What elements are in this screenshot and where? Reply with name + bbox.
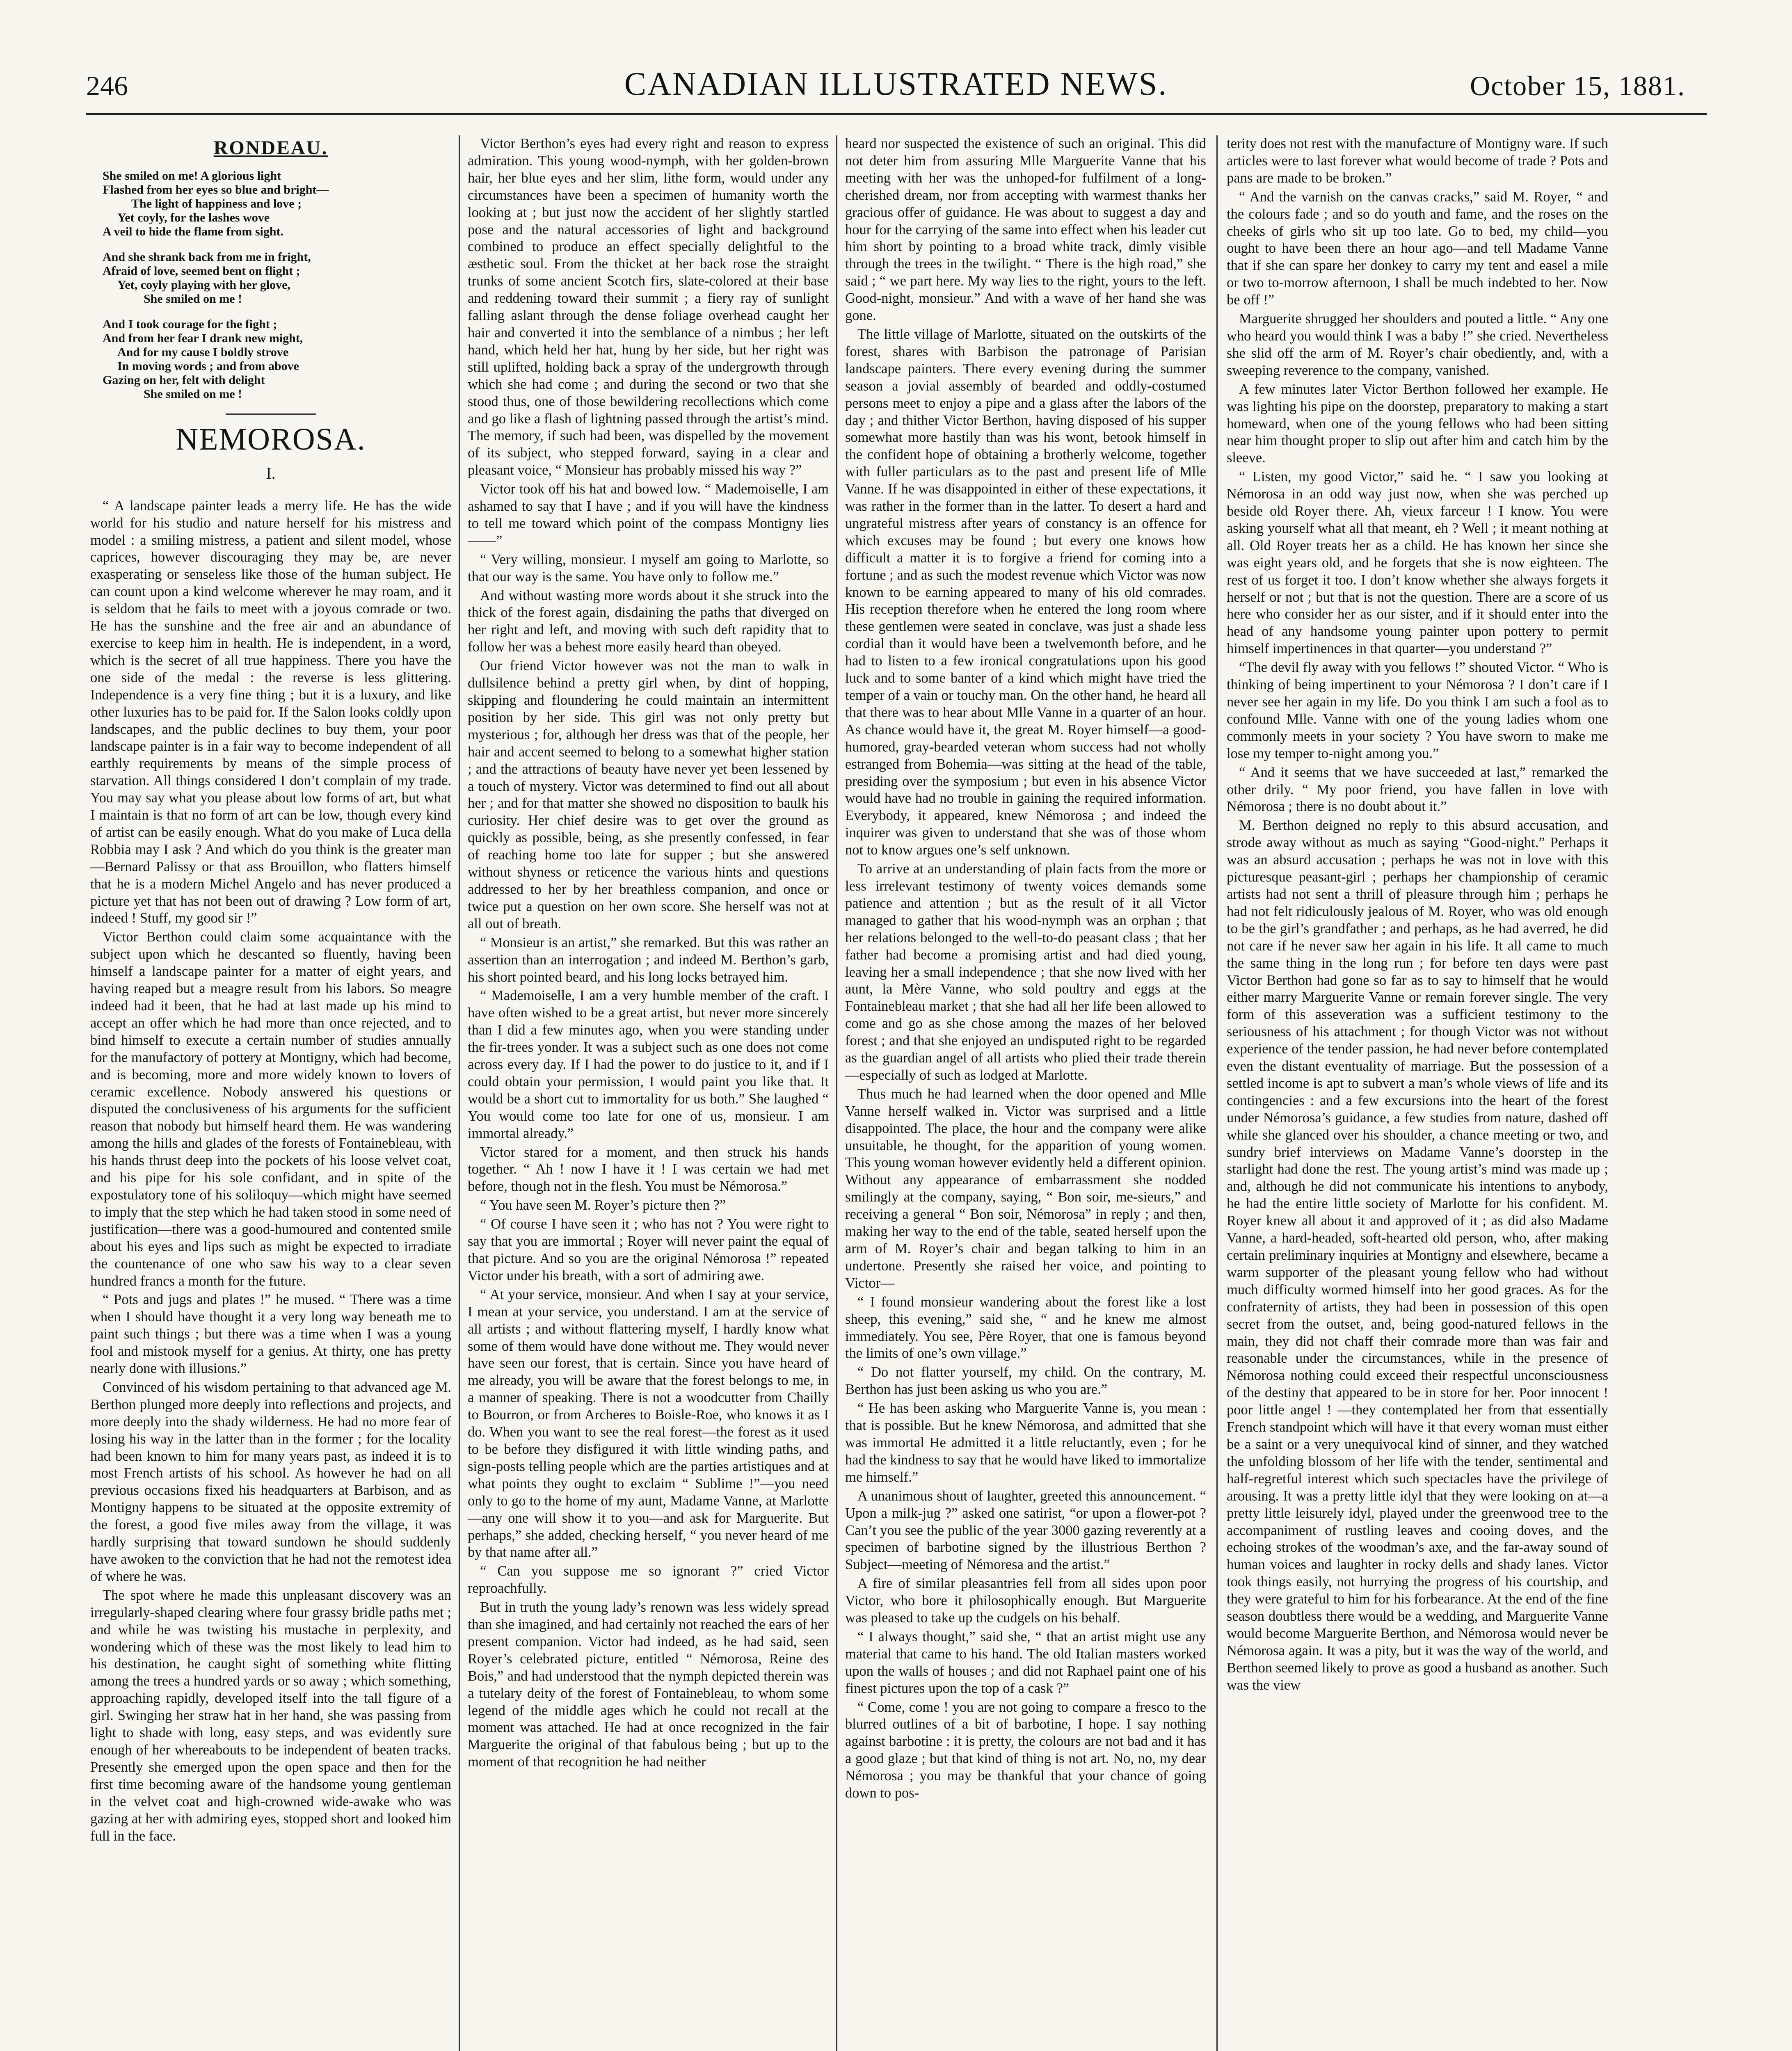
- publication-title: CANADIAN ILLUSTRATED NEWS.: [624, 66, 1168, 102]
- poem-line: A veil to hide the flame from sight.: [103, 224, 284, 238]
- paragraph: “ Come, come ! you are not going to compare a fresco to the blurred outlines of a bit of barbotine, I hope. I say nothing against barbotine : it is pretty, the colours are not bad and it has a good glaze ; but that kind of thing is not art. No, no, my dear Némorosa ; you may be thankful that your chance of going down to pos-: [845, 1699, 1206, 1801]
- poem-line: She smiled on me !: [144, 292, 242, 306]
- poem-stanza-2: [103, 250, 451, 306]
- poem-line: And for my cause I boldly strove: [117, 345, 289, 359]
- paragraph: “ Do not flatter yourself, my child. On the contrary, M. Berthon has just been asking us who you are.”: [845, 1364, 1206, 1398]
- paragraph: Victor Berthon could claim some acquaintance with the subject upon which he descanted so fluently, having been himself a landscape painter for a matter of eight years, and having reaped but a meagre result from his labors. So meagre indeed had it been, that he had at last made up his mind to accept an offer which he had more than once rejected, and to bind himself to execute a certain number of studies annually for the manufactory of pottery at Montigny, which had become, and is becoming, more and more widely known to lovers of ceramic excellence. Nobody answered his questions or disputed the conclusiveness of his arguments for the sufficient reason that nobody but himself heard them. He was wandering among the hills and glades of the forests of Fontainebleau, with his hands thrust deep into the pockets of his loose velvet coat, and his pipe for his sole confidant, and in spite of the expostulatory tone of his soliloquy—which might have seemed to imply that the step which he had taken stood in some need of justification—there was a good-humoured and contented smile about his eyes and lips such as might be expected to irradiate the countenance of one who saw his way to a clear seven hundred francs a month for the future.: [90, 929, 451, 1289]
- chapter-number: I.: [266, 464, 276, 482]
- paragraph: Victor took off his hat and bowed low. “ Mademoiselle, I am ashamed to say that I have ; and if you will have the kindness to tell me toward which point of the compass Montigny lies——”: [468, 481, 829, 548]
- poem-line: In moving words ; and from above: [117, 359, 299, 373]
- paragraph: “The devil fly away with you fellows !” shouted Victor. “ Who is thinking of being impertinent to your Némorosa ? I don’t care if I never see her again in my life. Do you think I am such a fool as to confound Mlle. Vanne with one of the young ladies whom one commonly meets in your society ? You have sworn to make me lose my temper to-night among you.”: [1227, 660, 1608, 761]
- paragraph: “ And it seems that we have succeeded at last,” remarked the other drily. “ My poor friend, you have fallen in love with Némorosa ; there is no doubt about it.”: [1227, 764, 1608, 815]
- page-number: 246: [86, 70, 128, 101]
- paragraph: terity does not rest with the manufacture of Montigny ware. If such articles were to last forever what would become of trade ? Pots and pans are made to be broken.”: [1227, 136, 1608, 186]
- paragraph: M. Berthon deigned no reply to this absurd accusation, and strode away without as much as saying “Good-night.” Perhaps it was an absurd accusation ; perhaps he was not in love with this picturesque peasant-girl ; perhaps her championship of ceramic artists had not sent a thrill of pleasure through him ; perhaps he had not felt ridiculously jealous of M. Royer, who was old enough to be the girl’s grandfather ; and perhaps, as he had averred, he did not care if he never saw her again in his life. It all came to much the same thing in the long run ; for before ten days were past Victor Berthon had gone so far as to say to himself that he would either marry Marguerite Vanne or remain forever single. The very form of this asseveration was a sufficient testimony to the seriousness of his attachment ; for though Victor was not without experience of the tender passion, he had never before contemplated even the distant eventuality of marriage. But the possession of a settled income is apt to subvert a man’s whole views of life and its contingencies : and a few excursions into the heart of the forest under Némorosa’s guidance, a few studies from nature, dashed off while she glanced over his shoulder, a chance meeting or two, and sundry brief interviews on Madame Vanne’s doorstep in the starlight had done the rest. The young artist’s mind was made up ; and, although he did not communicate his intentions to anybody, he had the entire little society of Marlotte for his confident. M. Royer knew all about it and approved of it ; as did also Madame Vanne, a hard-headed, soft-hearted old person, who, after making certain preliminary inquiries at Montigny and elsewhere, became a warm supporter of the pleasant young fellow who had without much difficulty wormed himself into her good graces. As for the confraternity of artists, they had been in possession of this open secret from the outset, and, being good-natured fellows in the main, they did not chaff their comrade more than was fair and reasonable under the circumstances, while in the presence of Némorosa nothing could exceed their respectful unconsciousness of the destiny that appeared to be in store for her. Poor innocent ! poor little angel ! —they contemplated her from that essentially French standpoint which will have it that every woman must either be a saint or a very unequivocal kind of sinner, and they watched the unfolding blossom of her life with the tender, sentimental and half-regretful interest which such spectacles have the privilege of arousing. It was a pretty little idyl that they were looking on at—a pretty little leisurely idyl, played under the greenwood tree to the accompaniment of rustling leaves and cooing doves, and the echoing strokes of the woodman’s axe, and the far-away sound of human voices and laughter in rocky dells and shady lanes. Victor took things easily, not hurrying the progress of his courtship, and they were grateful to him for his forbearance. At the end of the fine season doubtless there would be a wedding, and Marguerite Vanne would become Marguerite Berthon, and Némorosa would never be Némorosa again. It was a pity, but it was the way of the world, and Berthon seemed likely to prove as good a husband as another. Such was the view: [1227, 818, 1608, 1693]
- paragraph: To arrive at an understanding of plain facts from the more or less irrelevant testimony of twenty voices demands some patience and attention ; but as the result of it all Victor managed to gather that his wood-nymph was an orphan ; that her relations belonged to the well-to-do peasant class ; that her father had become a promising artist and had died young, leaving her a small independence ; that she now lived with her aunt, la Mère Vanne, who sold poultry and eggs at the Fontainebleau market ; that she had all her life been allowed to come and go as she chose among the mazes of her beloved forest ; and that she enjoyed an undisputed right to be regarded as the guardian angel of all artists who plied their trade therein—especially of such as lodged at Marlotte.: [845, 861, 1206, 1083]
- poem-stanza-1: [103, 169, 451, 239]
- paragraph: “ Monsieur is an artist,” she remarked. But this was rather an assertion than an interrogation ; and indeed M. Berthon’s garb, his short pointed beard, and his long locks betrayed him.: [468, 934, 829, 985]
- paragraph: Convinced of his wisdom pertaining to that advanced age M. Berthon plunged more deeply into reflections and projects, and more deeply into the shady wilderness. He had no more fear of losing his way in the latter than in the former ; for the locality had been known to him for many years past, as indeed it is to most French artists of his school. As however he had on all previous occasions fixed his headquarters at Barbison, and as Montigny happens to be situated at the opposite extremity of the forest, a good five miles away from the village, it was hardly surprising that toward sundown he should suddenly have awoken to the conviction that he had not the remotest idea of where he was.: [90, 1379, 451, 1584]
- paragraph: A few minutes later Victor Berthon followed her example. He was lighting his pipe on the doorstep, preparatory to making a start homeward, when one of the young fellows who had been sitting near him thought proper to slip out after him and catch him by the sleeve.: [1227, 381, 1608, 466]
- column-3: [845, 135, 1206, 2051]
- paragraph: “ I always thought,” said she, “ that an artist might use any material that came to his hand. The old Italian masters worked upon the walls of houses ; and did not Raphael paint one of his finest pictures upon the top of a cask ?”: [845, 1628, 1206, 1696]
- paragraph: But in truth the young lady’s renown was less widely spread than she imagined, and had certainly not reached the ears of her present companion. Victor had indeed, as he had said, seen Royer’s celebrated picture, entitled “ Némorosa, Reine des Bois,” and had understood that the nymph depicted therein was a tutelary deity of the forest of Fontainebleau, to whom some legend of the middle ages which he could not recall at the moment was attached. He had at once recognized in the fair Marguerite the original of that fabulous being ; but up to the moment of that recognition he had neither: [468, 1599, 829, 1770]
- paragraph: Victor stared for a moment, and then struck his hands together. “ Ah ! now I have it ! I was certain we had met before, though not in the flesh. You must be Némorosa.”: [468, 1144, 829, 1195]
- paragraph: “ You have seen M. Royer’s picture then ?”: [480, 1197, 726, 1213]
- paragraph: And without wasting more words about it she struck into the thick of the forest again, disdaining the paths that diverged on her right and left, and moving with such deft rapidity that to follow her was a behest more easily heard than obeyed.: [468, 587, 829, 655]
- poem-line: The light of happiness and love ;: [131, 196, 302, 210]
- poem-line: And I took courage for the fight ;: [103, 317, 277, 331]
- column-4: [1227, 135, 1608, 2051]
- paragraph: “ I found monsieur wandering about the forest like a lost sheep, this evening,” said she, “ and he knew me almost immediately. You see, Père Royer, that one is famous beyond the limits of one’s own village.”: [845, 1294, 1206, 1361]
- paragraph: Victor Berthon’s eyes had every right and reason to express admiration. This young wood-nymph, with her golden-brown hair, her blue eyes and her slim, lithe form, would under any circumstances have been a specimen of humanity worth the looking at ; but just now the accident of her slightly startled pose and the natural accessories of light and background combined to produce an effect specially delightful to the æsthetic soul. From the thicket at her back rose the straight trunks of some ancient Scotch firs, slate-colored at their base and reddening toward their summit ; a fiery ray of sunlight falling aslant through the dense foliage overhead caught her hair and converted it into the semblance of a nimbus ; her left hand, which held her hat, hung by her side, but her right was still uplifted, holding back a spray of the undergrowth through which she had come ; and during the second or two that she stood thus, one of those bewildering recollections which come and go like a flash of lightning passed through the artist’s mind. The memory, if such had been, was dispelled by the movement of its subject, who stepped forward, saying in a clear and pleasant voice, “ Monsieur has probably missed his way ?”: [468, 136, 829, 478]
- poem-line: And from her fear I drank new might,: [103, 331, 303, 345]
- poem-line: She smiled on me !: [144, 387, 242, 401]
- poem-line: She smiled on me! A glorious light: [103, 169, 281, 183]
- poem-line: Afraid of love, seemed bent on flight ;: [103, 264, 300, 278]
- paragraph: A unanimous shout of laughter, greeted this announcement. “ Upon a milk-jug ?” asked one satirist, “or upon a flower-pot ? Can’t you see the public of the year 3000 gazing reverently at a specimen of barbotine signed by the illustrious Berthon ? Subject—meeting of Némoresa and the artist.”: [845, 1488, 1206, 1573]
- poem-stanza-3: [103, 317, 451, 401]
- header-rule: [86, 113, 1707, 115]
- issue-date: October 15, 1881.: [1470, 70, 1685, 101]
- column-rule: [836, 135, 837, 2051]
- paragraph: “ And the varnish on the canvas cracks,” said M. Royer, “ and the colours fade ; and so do youth and fame, and the roses on the cheeks of girls who sit up too late. Go to bed, my child—you ought to have been there an hour ago—and tell Madame Vanne that if she can spare her donkey to carry my tent and easel a mile or two to-morrow afternoon, I shall be much indebted to her. Now be off !”: [1227, 189, 1608, 308]
- paragraph: “ Listen, my good Victor,” said he. “ I saw you looking at Némorosa in an odd way just now, when she was perched up beside old Royer there. Ah, vieux farceur ! I know. You were asking yourself what all that meant, eh ? Well ; it meant nothing at all. Old Royer treats her as a child. He has known her since she was eight years old, and he forgets that she is now eighteen. The rest of us forget it too. I don’t know whether she always forgets it herself or not ; but that is not the question. There are a score of us here who consider her as our sister, and if it should enter into the head of any handsome young painter upon pottery to permit himself impertinences in that quarter—you understand ?”: [1227, 469, 1608, 657]
- poem-line: Flashed from her eyes so blue and bright—: [103, 183, 329, 196]
- paragraph: “ Very willing, monsieur. I myself am going to Marlotte, so that our way is the same. You have only to follow me.”: [468, 551, 829, 585]
- poem-line: Yet, coyly playing with her glove,: [117, 278, 290, 292]
- paragraph: “ Of course I have seen it ; who has not ? You were right to say that you are immortal ; Royer will never paint the equal of that picture. And so you are the original Némorosa !” repeated Victor under his breath, with a sort of admiring awe.: [468, 1216, 829, 1284]
- page-header: [0, 66, 1792, 127]
- poem-line: Gazing on her, felt with delight: [103, 373, 265, 387]
- paragraph: Marguerite shrugged her shoulders and pouted a little. “ Any one who heard you would think I was a baby !” she cried. Nevertheless she slid off the arm of M. Royer’s chair obediently, and, with a sweeping reverence to the company, vanished.: [1227, 311, 1608, 378]
- column-rule: [1216, 135, 1218, 2051]
- paragraph: “ Mademoiselle, I am a very humble member of the craft. I have often wished to be a great artist, but never more sincerely than I did a few minutes ago, when you were standing under the fir-trees yonder. It was a subject such as one does not come across every day. If I had the power to do justice to it, and if I could obtain your permission, I would paint you like that. It would be a short cut to immortality for us both.” She laughed “ You would come too late for one of us, monsieur. I am immortal already.”: [468, 988, 829, 1141]
- section-divider: [226, 413, 316, 415]
- column-1: [90, 135, 451, 2051]
- paragraph: Our friend Victor however was not the man to walk in dullsilence behind a pretty girl when, by dint of hopping, skipping and floundering he could maintain an intermittent position by her side. This girl was not only pretty but mysterious ; for, although her dress was that of the people, her hair and accent seemed to belong to a somewhat higher station ; and the attractions of beauty have never yet been lessened by a touch of mystery. Victor was determined to find out all about her ; and for that matter she showed no disposition to baulk his curiosity. Her chief desire was to get over the ground as quickly as possible, being, as she presently confessed, in fear of reaching home too late for supper ; but she answered without shyness or reticence the various hints and questions addressed to her by her breathless companion, and once or twice put a question on her own score. She herself was not at all out of breath.: [468, 658, 829, 932]
- poem-line: And she shrank back from me in fright,: [103, 250, 311, 264]
- paragraph: heard nor suspected the existence of such an original. This did not deter him from assuring Mlle Marguerite Vanne that his meeting with her was the unhoped-for fulfilment of a long-cherished dream, nor from accepting with warmest thanks her gracious offer of guidance. He was about to suggest a day and hour for the carrying of the same into effect when his leader cut him short by pointing to a broad white track, dimly visible through the trees in the twilight. “ There is the high road,” she said ; “ we part here. My way lies to the right, yours to the left. Good-night, monsieur.” And with a wave of her hand she was gone.: [845, 136, 1206, 324]
- poem-line: Yet coyly, for the lashes wove: [117, 210, 270, 224]
- paragraph: “ Pots and jugs and plates !” he mused. “ There was a time when I should have thought it a very long way beneath me to paint such things ; but there was a time when I was a young fool and mistook myself for a genius. At thirty, one has pretty nearly done with illusions.”: [90, 1292, 451, 1377]
- paragraph: Thus much he had learned when the door opened and Mlle Vanne herself walked in. Victor was surprised and a little disappointed. The place, the hour and the company were alike unsuitable, he thought, for the apparition of young women. This young woman however evidently held a different opinion. Without any appearance of embarrassment she nodded smilingly at the company, saying, “ Bon soir, me-sieurs,” and receiving a general “ Bon soir, Némorosa” in reply ; and then, making her way to the end of the table, seated herself upon the arm of M. Royer’s chair and began talking to him in an undertone. Presently she raised her voice, and pointing to Victor—: [845, 1086, 1206, 1291]
- poem-title: RONDEAU.: [213, 137, 328, 159]
- paragraph: The little village of Marlotte, situated on the outskirts of the forest, shares with Barbison the patronage of Parisian landscape painters. There every evening during the summer season a jovial assembly of bearded and oddly-costumed persons meet to enjoy a pipe and a glass after the labors of the day ; and thither Victor Berthon, having disposed of his supper somewhat more hastily than was his wont, betook himself in the confident hope of obtaining a brotherly welcome, together with fuller particulars as to the past and present life of Mlle Vanne. If he was disappointed in either of these expectations, it was rather in the former than in the latter. To desert a hard and ungrateful mistress after years of constancy is an offence for which excuses may be found ; but every one knows how difficult a matter it is to forgive a friend for coming into a fortune ; and as such the modest revenue which Victor was now known to be earning appeared to many of his old comrades. His reception therefore when he entered the long room where these gentlemen were seated in conclave, was just a shade less cordial than it would have been a twelvemonth before, and he had to listen to a few ironical congratulations upon his good luck and to some banter of a kind which might have tried the temper of a vain or touchy man. On the other hand, he heard all that there was to hear about Mlle Vanne in a quarter of an hour. As chance would have it, the great M. Royer himself—a good-humored, gray-bearded veteran whom success had not wholly estranged from Bohemia—was sitting at the head of the table, presiding over the symposium ; but even in his absence Victor would have had no trouble in gaining the required information. Everybody, it appeared, knew Némorosa ; and indeed the inquirer was given to understand that she was of those whom not to know argues one’s self unknown.: [845, 326, 1206, 858]
- column-rule: [459, 135, 460, 2051]
- paragraph: “ At your service, monsieur. And when I say at your service, I mean at your service, you understand. I am at the service of all artists ; and without flattering myself, I hardly know what some of them would have done without me. They would never have seen our forest, that is certain. Since you have heard of me already, you will be aware that the forest belongs to me, in a manner of speaking. There is not a woodcutter from Chailly to Bourron, or from Archeres to Boisle-Roe, who knows it as I do. When you want to see the real forest—the forest as it used to be before they disfigured it with little winding paths, and sign-posts telling people which are the parties artistiques and at what points they ought to exclaim “ Sublime !”—you need only to go to the home of my aunt, Madame Vanne, at Marlotte—any one will show it to you—and ask for Marguerite. But perhaps,” she added, checking herself, “ you never heard of me by that name after all.”: [468, 1286, 829, 1560]
- paragraph: “ A landscape painter leads a merry life. He has the wide world for his studio and nature herself for his mistress and model : a smiling mistress, a patient and silent model, whose caprices, however discouraging they may be, are never exasperating or senseless like those of the human subject. He can count upon a kind welcome wherever he may roam, and it is seldom that he fails to meet with a joyous comrade or two. He has the sunshine and the free air and an abundance of exercise to keep him in health. He is independent, in a word, which is the secret of all true happiness. There you have the one side of the medal : the reverse is less glittering. Independence is a very fine thing ; but it is a luxury, and like other luxuries has to be paid for. If the Salon looks coldly upon landscapes, and the public declines to buy them, your poor landscape painter is in a fair way to become independent of all earthly requirements by means of the simple process of starvation. All things considered I don’t complain of my trade. You may say what you please about low forms of art, but what I maintain is that no form of art can be low, though every kind of artist can be easily enough. What do you make of Luca della Robbia may I ask ? And which do you think is the greater man—Bernard Palissy or that ass Brouillon, who flatters himself that he is a modern Michel Angelo and has never produced a picture yet that has not been out of drawing ? Low form of art, indeed ! Stuff, my good sir !”: [90, 498, 451, 926]
- paragraph: A fire of similar pleasantries fell from all sides upon poor Victor, who bore it philosophically enough. But Marguerite was pleased to take up the cudgels on his behalf.: [845, 1576, 1206, 1626]
- paragraph: The spot where he made this unpleasant discovery was an irregularly-shaped clearing where four grassy bridle paths met ; and while he was twisting his mustache in perplexity, and wondering which of these was the most likely to lead him to his destination, he caught sight of something white flitting among the trees a hundred yards or so away ; which something, approaching rapidly, developed itself into the tall figure of a girl. Swinging her straw hat in her hand, she was passing from light to shade with long, easy steps, and was evidently sure enough of her whereabouts to be independent of beaten tracks. Presently she emerged upon the open space and then for the first time becoming aware of the handsome young gentleman in the velvet coat and high-crowned wide-awake who was gazing at her with admiring eyes, stopped short and looked him full in the face.: [90, 1587, 451, 1844]
- column-2: [468, 135, 829, 2051]
- paragraph: “ He has been asking who Marguerite Vanne is, you mean : that is possible. But he knew Némorosa, and admitted that she was immortal He admitted it a little reluctantly, even ; for he had the kindness to say that he would have liked to immortalize me himself.”: [845, 1400, 1206, 1485]
- paragraph: “ Can you suppose me so ignorant ?” cried Victor reproachfully.: [468, 1563, 829, 1596]
- article-title: NEMOROSA.: [176, 422, 366, 457]
